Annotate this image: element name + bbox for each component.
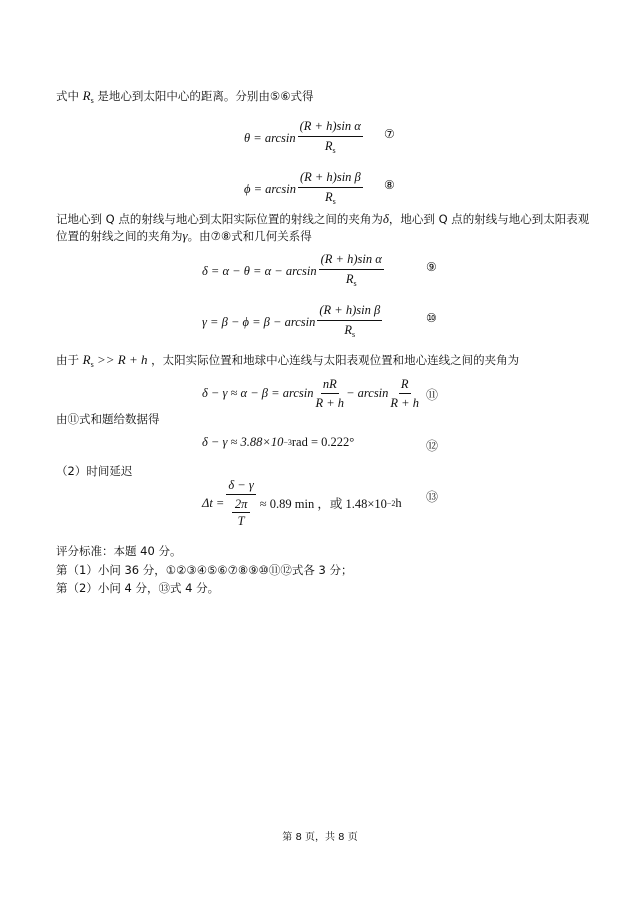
para4-line: 由⑪式和题给数据得	[56, 412, 160, 426]
intro-line	[56, 88, 314, 105]
para2-line2: 位置的射线之间的夹角为γ。由⑦⑧式和几何关系得	[56, 228, 312, 243]
gamma-symbol: γ	[182, 228, 188, 243]
para2-line1: 记地心到 Q 点的射线与地心到太阳实际位置的射线之间的夹角为δ，地心到 Q 点的射线与地心到太阳表观	[56, 211, 590, 226]
tag-12: ⑫	[426, 439, 439, 453]
para3-line: 由于 $R_s >> R + h$ ，太阳实际位置和地球中心连线与太阳表观位置和地心连线之间的夹角为	[56, 352, 520, 369]
tag-8: ⑧	[384, 178, 395, 192]
equation-7: θ = arcsin $\frac{\text{(R + h)sin α}}{R_s}$	[244, 119, 361, 155]
intro-pre: 式中	[56, 89, 79, 103]
condition: $R_s >> R + h$	[82, 352, 148, 369]
delta-symbol: δ	[382, 211, 389, 226]
equation-10: γ = β − ϕ = β − arcsin $\frac{\text{(R + h)sin β}}{R_s}$	[202, 303, 381, 339]
page-footer: 第 8 页，共 8 页	[282, 832, 358, 843]
intro-post: 是地心到太阳中心的距离。分别由⑤⑥式得	[97, 89, 314, 103]
equation-12: δ − γ ≈ 3.88×10 −3 rad = 0.222°	[202, 435, 355, 449]
tag-13: ⑬	[426, 490, 439, 504]
rs-symbol: $R_s$	[82, 88, 94, 105]
equation-11: δ − γ ≈ α − β = arcsin $\frac{nR}{R + h}$ − arcsin $\frac{R}{R + h}$	[202, 377, 419, 410]
grading-title: 评分标准：本题 40 分。	[56, 544, 182, 558]
tag-10: ⑩	[426, 311, 437, 325]
equation-13: Δt = δ − γ 2π T ≈ 0.89 min ，或 1.48×10 −2 h	[202, 478, 402, 528]
part2-heading: （2）时间延迟	[56, 464, 133, 478]
grading-part2: 第（2）小问 4 分，⑬式 4 分。	[56, 581, 220, 595]
tag-9: ⑨	[426, 260, 437, 274]
grading-part1: 第（1）小问 36 分，①②③④⑤⑥⑦⑧⑨⑩⑪⑫式各 3 分；	[56, 563, 353, 577]
tag-7: ⑦	[384, 127, 395, 141]
tag-11: ⑪	[426, 388, 439, 402]
equation-9: δ = α − θ = α − arcsin $\frac{\text{(R + h)sin α}}{R_s}$	[202, 252, 382, 288]
equation-8: ϕ = arcsin $\frac{\text{(R + h)sin β}}{R_s}$	[244, 170, 361, 206]
